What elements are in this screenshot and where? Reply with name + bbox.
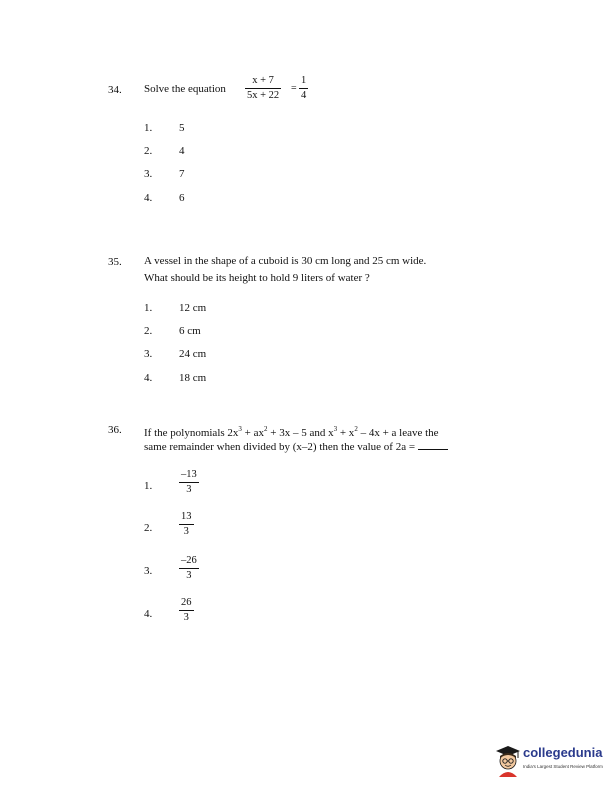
- option-1-numerator: –13: [181, 469, 197, 480]
- question-35-line-2: What should be its height to hold 9 liters of water ?: [144, 272, 370, 284]
- q36-option-4-number: 4.: [144, 608, 153, 620]
- answer-blank: [418, 440, 448, 450]
- question-36-number: 36.: [108, 424, 122, 436]
- lhs-numerator: x + 7: [252, 75, 274, 86]
- q36-option-2-number: 2.: [144, 522, 153, 534]
- collegedunia-logo: [493, 743, 608, 783]
- q36-option-1-number: 1.: [144, 480, 153, 492]
- poly-part-e: – 4x + a leave the: [357, 427, 439, 439]
- exponent-2: 2: [264, 425, 268, 433]
- q34-option-4-value: 6: [179, 192, 185, 204]
- q34-option-2-value: 4: [179, 145, 185, 157]
- question-34-prompt: Solve the equation: [144, 83, 226, 95]
- question-34-number: 34.: [108, 84, 122, 96]
- option-4-numerator: 26: [181, 597, 192, 608]
- q35-option-4-number: 4.: [144, 372, 153, 384]
- q35-option-2-number: 2.: [144, 325, 153, 337]
- question-36-line-2-text: same remainder when divided by (x–2) then the value of 2a =: [144, 441, 416, 453]
- q35-option-3-number: 3.: [144, 348, 153, 360]
- q34-option-3-number: 3.: [144, 168, 153, 180]
- logo-tagline: India's Largest Student Review Platform: [523, 764, 603, 769]
- fraction-bar: [179, 524, 194, 525]
- poly-part-b: + ax: [241, 427, 264, 439]
- q35-option-1-value: 12 cm: [179, 302, 207, 314]
- question-34-lhs-fraction: [245, 75, 281, 102]
- q36-option-3-fraction: [179, 555, 199, 582]
- question-35-line-1: A vessel in the shape of a cuboid is 30 cm long and 25 cm wide.: [144, 255, 427, 267]
- lhs-denominator: 5x + 22: [247, 90, 280, 101]
- option-3-denominator: 3: [186, 570, 192, 581]
- q34-option-2-number: 2.: [144, 145, 153, 157]
- q34-option-1-number: 1.: [144, 122, 153, 134]
- question-36-line-2: [144, 439, 448, 456]
- q35-option-2-value: 6 cm: [179, 325, 201, 337]
- exponent-3: 3: [333, 425, 338, 433]
- rhs-denominator: 4: [301, 90, 307, 101]
- option-3-numerator: –26: [181, 555, 197, 566]
- q34-option-4-number: 4.: [144, 192, 153, 204]
- student-mascot-icon: [493, 743, 523, 779]
- fraction-bar: [299, 88, 308, 89]
- question-35-number: 35.: [108, 256, 122, 268]
- exponent-3: 3: [238, 425, 242, 433]
- logo-wordmark: collegedunia: [523, 745, 603, 760]
- rhs-numerator: 1: [301, 75, 307, 86]
- question-34-rhs-fraction: [299, 75, 308, 102]
- q36-option-4-fraction: [179, 597, 194, 624]
- option-4-denominator: 3: [183, 612, 189, 623]
- q34-option-3-value: 7: [179, 168, 185, 180]
- fraction-bar: [179, 610, 194, 611]
- q34-option-1-value: 5: [179, 122, 185, 134]
- equals-sign: =: [291, 83, 297, 94]
- option-1-denominator: 3: [186, 484, 192, 495]
- poly-part-a: If the polynomials 2x: [144, 427, 239, 439]
- q36-option-2-fraction: [179, 511, 194, 538]
- option-2-numerator: 13: [181, 511, 192, 522]
- exponent-2: 2: [354, 425, 358, 433]
- q36-option-1-fraction: [179, 469, 199, 496]
- poly-part-c: + 3x – 5 and x: [267, 427, 334, 439]
- fraction-bar: [179, 482, 199, 483]
- q35-option-1-number: 1.: [144, 302, 153, 314]
- q36-option-3-number: 3.: [144, 565, 153, 577]
- fraction-bar: [245, 88, 281, 89]
- q35-option-4-value: 18 cm: [179, 372, 207, 384]
- q35-option-3-value: 24 cm: [179, 348, 207, 360]
- option-2-denominator: 3: [183, 526, 189, 537]
- poly-part-d: + x: [337, 427, 355, 439]
- fraction-bar: [179, 568, 199, 569]
